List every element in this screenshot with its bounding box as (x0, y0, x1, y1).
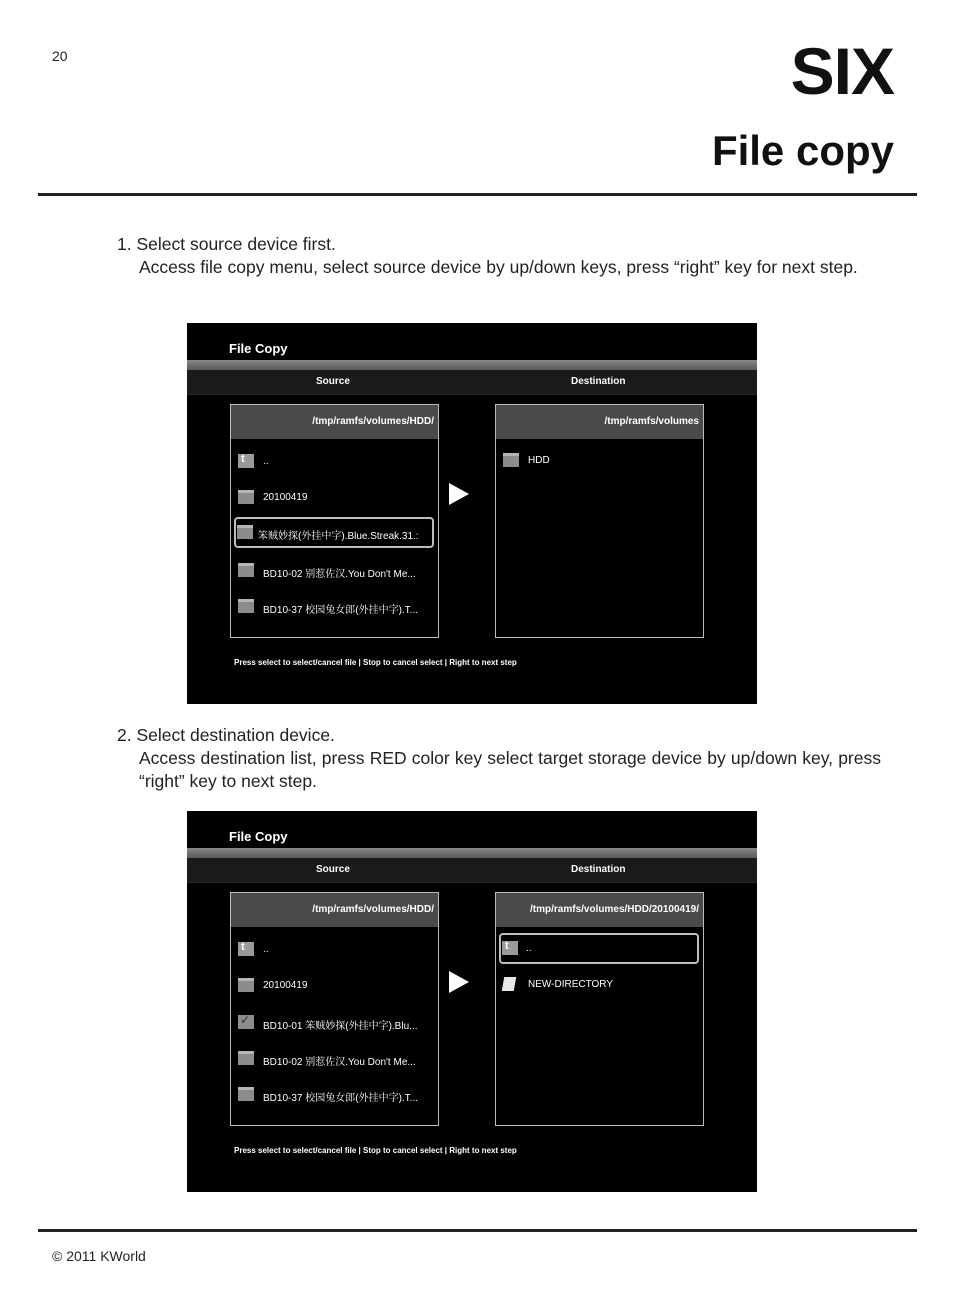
screen-title: File Copy (229, 829, 288, 844)
footer-rule (38, 1229, 917, 1232)
column-header (187, 858, 757, 883)
list-item[interactable] (237, 484, 432, 512)
item-label: BD10-37 校园兔女郎(外挂中字).T... (263, 1093, 419, 1104)
list-item[interactable] (237, 448, 432, 476)
item-label: NEW-DIRECTORY (528, 979, 614, 990)
item-label: 20100419 (263, 980, 308, 991)
item-label: BD10-02 别惹佐汉.You Don't Me... (263, 569, 416, 580)
list-item[interactable] (502, 971, 697, 999)
help-bar: Press select to select/cancel file | Stop to cancel select | Right to next step (234, 1146, 517, 1155)
destination-panel[interactable] (495, 892, 704, 1126)
help-bar: Press select to select/cancel file | Stop to cancel select | Right to next step (234, 658, 517, 667)
list-item[interactable] (237, 557, 432, 585)
destination-column-label: Destination (571, 376, 626, 387)
step-2-body: Access destination list, press RED color key select target storage device by up/down key, press “right” key to next step. (139, 748, 881, 791)
item-label: .. (526, 943, 532, 954)
column-header (187, 370, 757, 395)
up-folder-icon (502, 941, 518, 955)
title-band (187, 360, 757, 370)
screen-title: File Copy (229, 341, 288, 356)
folder-icon (238, 563, 254, 577)
source-path: /tmp/ramfs/volumes/HDD/ (231, 893, 438, 927)
title-band (187, 848, 757, 858)
item-label: BD10-02 别惹佐汉.You Don't Me... (263, 1057, 416, 1068)
source-path: /tmp/ramfs/volumes/HDD/ (231, 405, 438, 439)
item-label: HDD (528, 455, 550, 466)
page-title: File copy (711, 127, 894, 174)
file-copy-screen-1 (187, 323, 757, 704)
folder-icon (238, 1051, 254, 1065)
list-item[interactable] (237, 972, 432, 1000)
destination-path: /tmp/ramfs/volumes/HDD/20100419/ (496, 893, 703, 927)
destination-panel[interactable] (495, 404, 704, 638)
folder-icon (238, 1087, 254, 1101)
right-arrow-icon (449, 483, 469, 505)
step-1-body: Access file copy menu, select source device by up/down keys, press “right” key for next step. (139, 257, 858, 277)
list-item[interactable] (237, 1081, 432, 1109)
list-item[interactable] (502, 447, 697, 475)
item-label: .. (263, 944, 269, 955)
source-column-label: Source (316, 376, 350, 387)
right-arrow-icon (449, 971, 469, 993)
destination-path: /tmp/ramfs/volumes (496, 405, 703, 439)
folder-icon (503, 453, 519, 467)
list-item[interactable] (237, 936, 432, 964)
step-2 (117, 724, 881, 793)
source-panel[interactable] (230, 404, 439, 638)
folder-icon (237, 525, 253, 539)
item-label: BD10-01 笨贼妙探(外挂中字).Blu... (263, 1021, 418, 1032)
list-item[interactable] (237, 1045, 432, 1073)
list-item[interactable] (237, 593, 432, 621)
item-label: BD10-37 校园兔女郎(外挂中字).T... (263, 605, 419, 616)
source-column-label: Source (316, 864, 350, 875)
list-item-selected[interactable] (499, 933, 699, 964)
item-label: .. (263, 456, 269, 467)
destination-column-label: Destination (571, 864, 626, 875)
folder-icon (238, 490, 254, 504)
step-1-heading: 1. Select source device first. (117, 234, 336, 254)
step-1 (117, 233, 881, 279)
page-number: 20 (52, 48, 68, 64)
item-label: 笨贼妙探(外挂中字).Blue.Streak.31.: (258, 531, 419, 542)
copyright: © 2011 KWorld (52, 1248, 146, 1264)
up-folder-icon (238, 942, 254, 956)
item-label: 20100419 (263, 492, 308, 503)
up-folder-icon (238, 454, 254, 468)
source-panel[interactable] (230, 892, 439, 1126)
folder-icon (238, 599, 254, 613)
list-item-checked[interactable] (237, 1009, 432, 1037)
new-directory-icon (502, 977, 516, 991)
checked-folder-icon (238, 1015, 254, 1029)
header-rule (38, 193, 917, 196)
list-item-selected[interactable] (234, 517, 434, 548)
folder-icon (238, 978, 254, 992)
chapter-heading: SIX (790, 34, 894, 108)
step-2-heading: 2. Select destination device. (117, 725, 335, 745)
file-copy-screen-2 (187, 811, 757, 1192)
